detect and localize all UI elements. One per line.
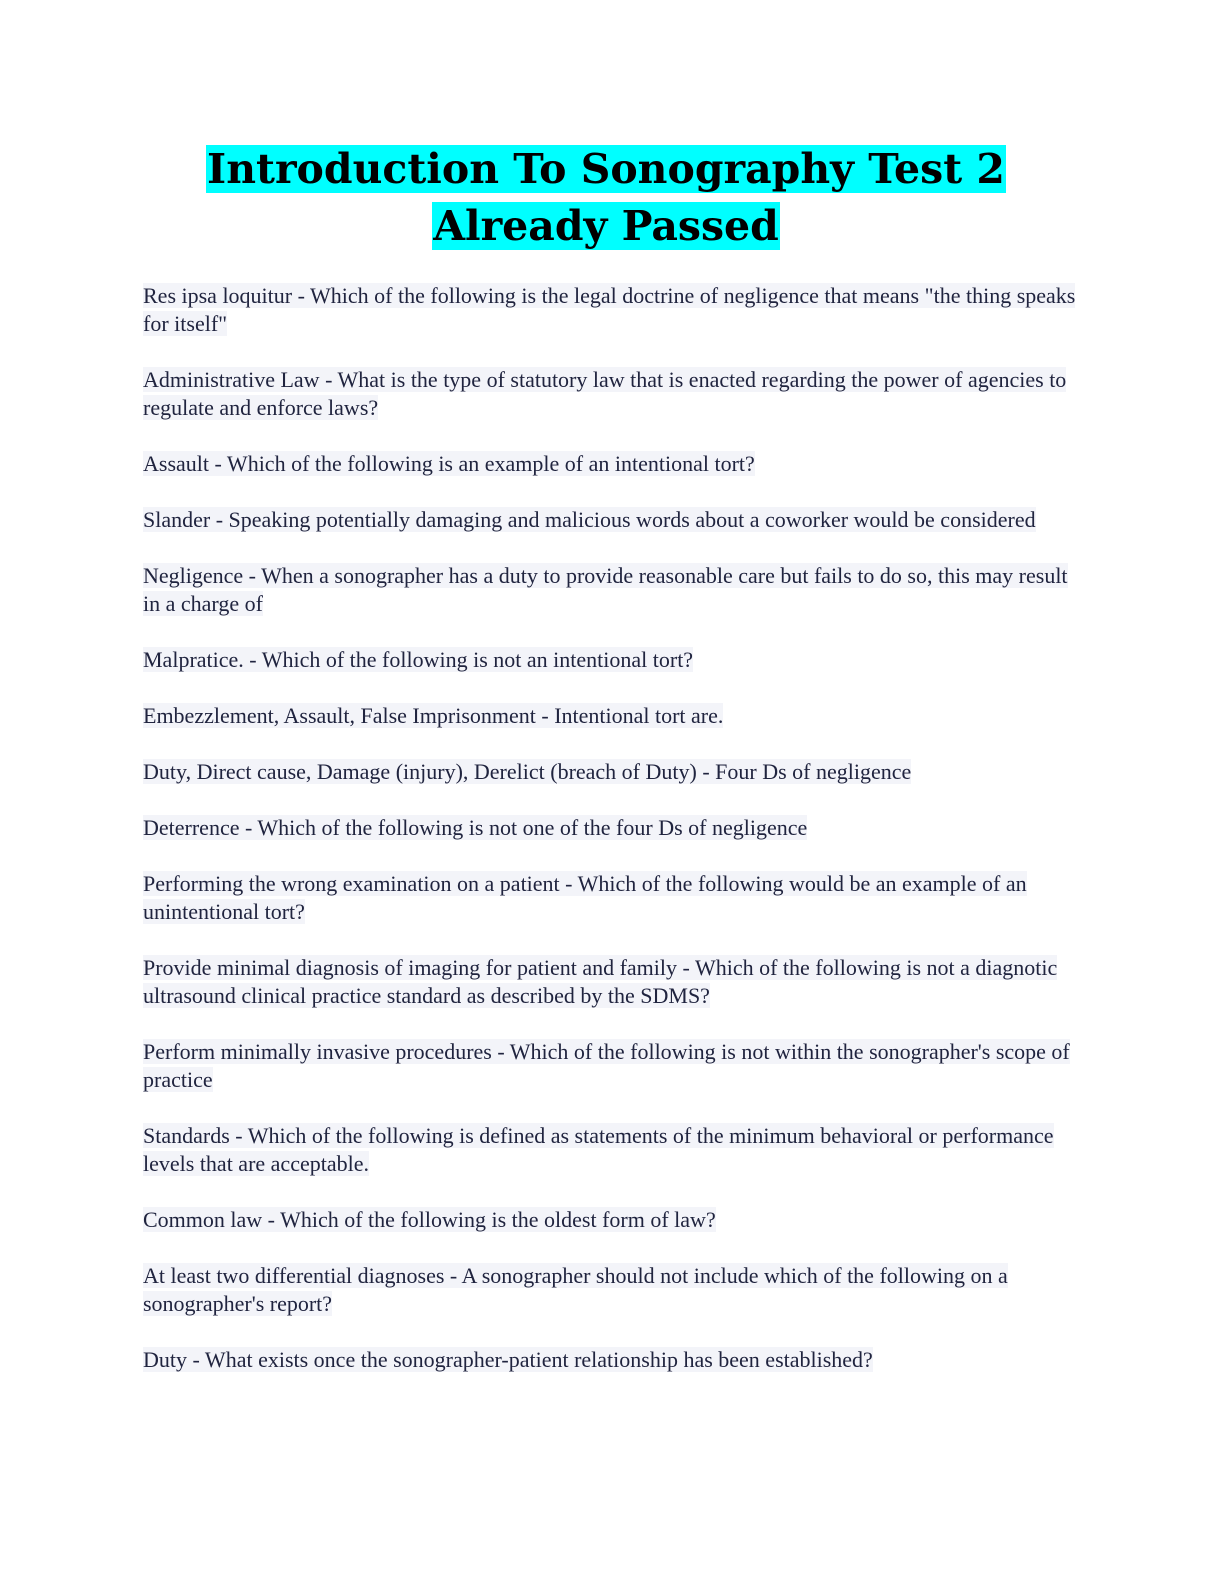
- qa-text: Negligence - When a sonographer has a duty to provide reasonable care but fails to do so, this may result in a charge of: [143, 563, 1068, 616]
- qa-text: Common law - Which of the following is the oldest form of law?: [143, 1207, 716, 1232]
- qa-item-16: [143, 1346, 1083, 1374]
- page-title: [143, 141, 1069, 255]
- qa-item-9: [143, 814, 1083, 842]
- title-line-2: Already Passed: [433, 202, 779, 250]
- qa-text: Res ipsa loquitur - Which of the following is the legal doctrine of negligence that means "the thing speaks for itself": [143, 283, 1076, 336]
- qa-text: Slander - Speaking potentially damaging and malicious words about a coworker would be considered: [143, 507, 1036, 532]
- qa-text: Provide minimal diagnosis of imaging for patient and family - Which of the following is not a diagnotic ultrasound clinical practice standard as described by the SDMS?: [143, 955, 1058, 1008]
- qa-text: Standards - Which of the following is defined as statements of the minimum behavioral or performance levels that are acceptable.: [143, 1123, 1054, 1176]
- qa-item-6: [143, 646, 1083, 674]
- qa-item-5: [143, 562, 1083, 618]
- qa-item-2: [143, 366, 1083, 422]
- qa-item-12: [143, 1038, 1083, 1094]
- qa-item-7: [143, 702, 1083, 730]
- qa-item-14: [143, 1206, 1083, 1234]
- title-line-1: Introduction To Sonography Test 2: [207, 145, 1005, 193]
- qa-text: Malpratice. - Which of the following is not an intentional tort?: [143, 647, 694, 672]
- qa-item-13: [143, 1122, 1083, 1178]
- qa-item-8: [143, 758, 1083, 786]
- qa-text: Administrative Law - What is the type of statutory law that is enacted regarding the power of agencies to regulate and enforce laws?: [143, 367, 1067, 420]
- qa-text: Performing the wrong examination on a patient - Which of the following would be an example of an unintentional tort?: [143, 871, 1027, 924]
- qa-item-1: [143, 282, 1083, 338]
- qa-item-3: [143, 450, 1083, 478]
- qa-text: Deterrence - Which of the following is not one of the four Ds of negligence: [143, 815, 808, 840]
- qa-text: At least two differential diagnoses - A sonographer should not include which of the following on a sonographer's report?: [143, 1263, 1008, 1316]
- qa-text: Duty - What exists once the sonographer-patient relationship has been established?: [143, 1347, 873, 1372]
- qa-item-15: [143, 1262, 1083, 1318]
- qa-text: Duty, Direct cause, Damage (injury), Derelict (breach of Duty) - Four Ds of negligence: [143, 759, 912, 784]
- qa-text: Embezzlement, Assault, False Imprisonment - Intentional tort are.: [143, 703, 724, 728]
- qa-item-4: [143, 506, 1083, 534]
- qa-item-11: [143, 954, 1083, 1010]
- qa-item-10: [143, 870, 1083, 926]
- qa-text: Perform minimally invasive procedures - Which of the following is not within the sonographer's scope of practice: [143, 1039, 1070, 1092]
- qa-list: [143, 282, 1083, 1402]
- qa-text: Assault - Which of the following is an example of an intentional tort?: [143, 451, 755, 476]
